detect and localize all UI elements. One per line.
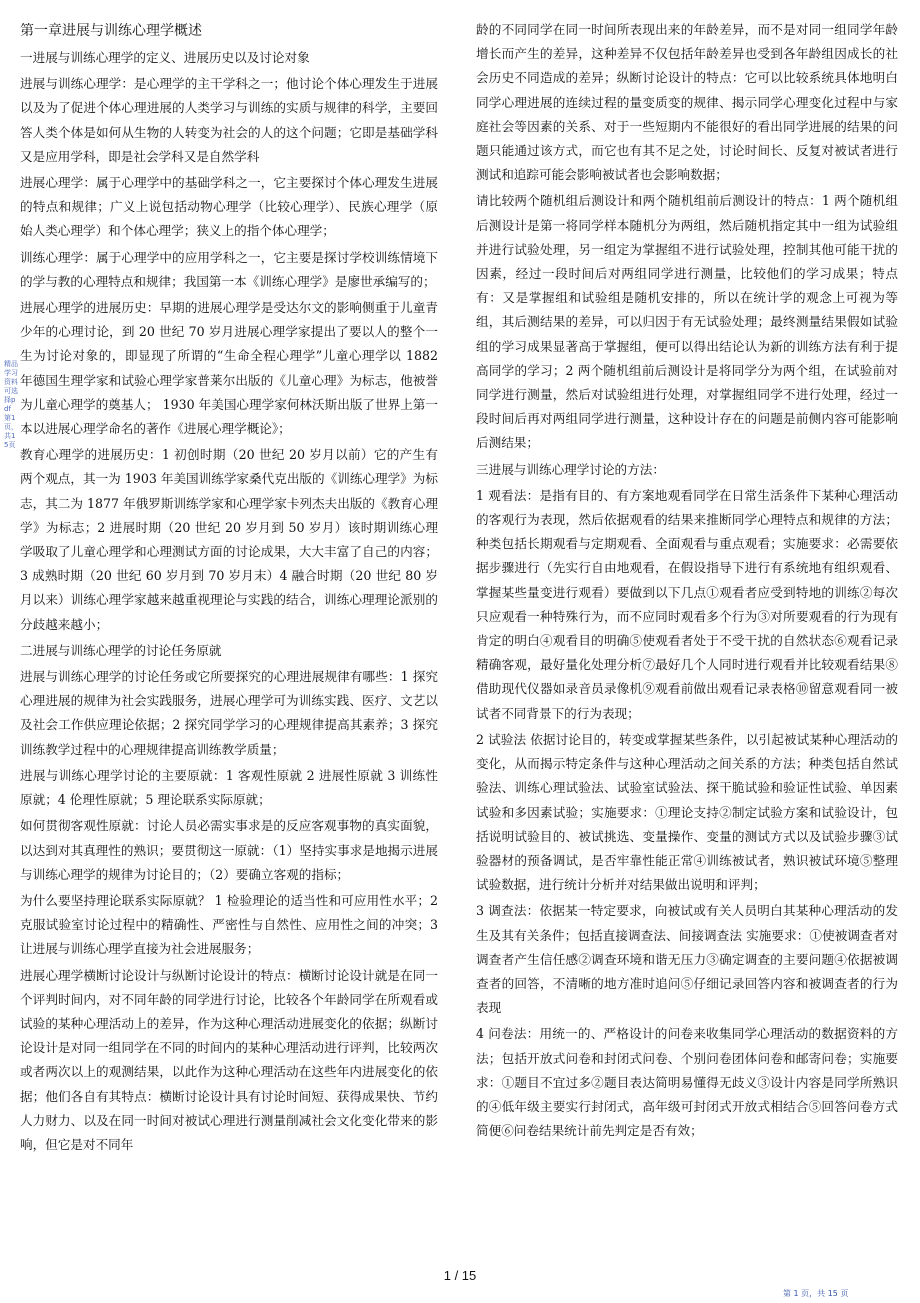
right-column: [476, 18, 898, 1145]
left-paragraph-7: 二进展与训练心理学的讨论任务原就: [20, 642, 222, 658]
right-paragraph-1: 龄的不同同学在同一时间所表现出来的年龄差异，而不是对同一组同学年龄增长而产生的差异，这种差异不仅包括年龄差异也受到各年龄组因成长的社会历史不同造成的差异；纵断讨论设计的特点：它可以比较系统具体地明白同学心理进展的连续过程的量变质变的规律、揭示同学心理变化过程中与家庭社会等因素的关系、对于一些短期内不能很好的看出同学进展的结果的问题只能通过该方式，而它也有其不足之处，讨论时间长、反复对被试者进行测试和追踪可能会影响被试者也会影响数据；: [476, 22, 898, 183]
right-paragraph-3: 三进展与训练心理学讨论的方法：: [476, 461, 665, 477]
left-paragraph-3: 进展心理学：属于心理学中的基础学科之一，它主要探讨个体心理发生进展的特点和规律；广义上说包括动物心理学（比较心理学）、民族心理学（原始人类心理学）和个体心理学；狭义上的指个体心理学；: [20, 175, 438, 239]
right-paragraph-4: 1 观看法：是指有目的、有方案地观看同学在日常生活条件下某种心理活动的客观行为表现，然后依据观看的结果来推断同学心理特点和规律的方法；种类包括长期观看与定期观看、全面观看与重点观看；实施要求：必需要依据步骤进行（先实行自由地观看，在假设指导下进行有系统地有组织观看、掌握某些量变进行观看）要做到以下几点①观看者应受到特地的训练②每次只应观看一种特殊行为，而不应同时观看多个行为③对所要观看的行为现有肯定的明白④观看目的明确⑤使观看者处于不受干扰的自然状态⑥观看记录精确客观，最好量化处理分析⑦最好几个人同时进行观看并比较观看结果⑧借助现代仪器如录音员录像机⑨观看前做出观看记录表格⑩留意观看同一被试者不同背景下的行为表现；: [476, 487, 898, 721]
page-number: 1 / 15: [443, 1268, 477, 1283]
side-watermark: 精品学习资料可选择pdf 第1页，共15页: [4, 360, 18, 449]
left-paragraph-8: 进展与训练心理学的讨论任务或它所要探究的心理进展规律有哪些：1 探究心理进展的规律为社会实践服务，进展心理学可为训练实践、医疗、文艺以及社会工作供应理论依据；2 探究同学学习的心理规律提高其素养；3 探究训练教学过程中的心理规律提高训练教学质量；: [20, 669, 438, 757]
right-paragraph-5: 2 试验法 依据讨论目的，转变或掌握某些条件，以引起被试某种心理活动的变化，从而揭示特定条件与这种心理活动之间关系的方法；种类包括自然试验法、训练心理试验法、试验室试验法、探干脆试验和验证性试验、单因素试验和多因素试验；实施要求：①理论支持②制定试验方案和试验设计，包括说明试验目的、被试挑选、变量操作、变量的测试方式以及试验步骤③试验器材的预备调试，是否牢靠性能正常④训练被试者，熟识被试环境⑤整理试验数据，进行统计分析并对结果做出说明和评判；: [476, 731, 898, 893]
left-paragraph-10: 如何贯彻客观性原就：讨论人员必需实事求是的反应客观事物的真实面貌，以达到对其真理性的熟识；要贯彻这一原就：（1）坚持实事求是地揭示进展与训练心理学的规律为讨论目的；（2）要确立客观的指标；: [20, 818, 438, 882]
left-paragraph-11: 为什么要坚持理论联系实际原就？ 1 检验理论的适当性和可应用性水平；2 克服试验室讨论过程中的精确性、严密性与自然性、应用性之间的冲突；3 让进展与训练心理学直接为社会进展服务；: [20, 892, 438, 957]
left-paragraph-6: 教育心理学的进展历史：1 初创时期（20 世纪 20 岁月以前）它的产生有两个观点，其一为 1903 年美国训练学家桑代克出版的《训练心理学》为标志，其二为 1877 年俄罗斯训练学家和心理学家卡列杰夫出版的《教育心理学》为标志；2 进展时期（20 世纪 20 岁月到 50 岁月）该时期训练心理学吸取了儿童心理学和心理测试方面的讨论成果，大大丰富了自己的内容；3 成熟时期（20 世纪 60 岁月到 70 岁月末）4 融合时期（20 世纪 80 岁月以来）训练心理学家越来越重视理论与实践的结合，训练心理理论派别的分歧越来越小；: [20, 447, 438, 632]
page-info: 第 1 页，共 15 页: [783, 1289, 849, 1298]
left-column: [20, 18, 438, 1159]
right-paragraph-2: 请比较两个随机组后测设计和两个随机组前后测设计的特点：1 两个随机组后测设计是第一将同学样本随机分为两组，然后随机指定其中一组为试验组并进行试验处理，另一组定为掌握组不进行试验处理，控制其他可能干扰的因素，经过一段时间后对两组同学进行测量，比较他们的学习成果；特点有：又是掌握组和试验组是随机安排的，所以在统计学的观念上可视为等组，其后测结果的差异，可以归因于有无试验处理；最终测量结果假如试验组的学习成果显著高于掌握组，便可以得出结论认为新的训练方法有利于提高同学的学习；2 两个随机组前后测设计是将同学分为两个组，在试验前对同学进行测量，然后对试验组进行处理，对掌握组同学不进行处理，经过一段时间后再对两组同学进行测量，这种设计存在的问题是前侧内容可能影响后测结果；: [476, 193, 898, 451]
right-paragraph-7: 4 问卷法：用统一的、严格设计的问卷来收集同学心理活动的数据资料的方法；包括开放式问卷和封闭式问卷、个别问卷团体问卷和邮寄问卷；实施要求：①题目不宜过多②题目表达简明易懂得无歧义③设计内容是同学所熟识的④低年级主要实行封闭式，高年级可封闭式开放式相结合⑤回答问卷方式简便⑥问卷结果统计前先判定是否有效；: [476, 1026, 898, 1139]
right-paragraph-6: 3 调查法：依据某一特定要求，向被试或有关人员明白其某种心理活动的发生及其有关条件；包括直接调查法、间接调查法 实施要求：①使被调查者对调查者产生信任感②调查环境和谐无压力③确定调查的主要问题④依据被调查者的回答，不清晰的地方准时追问⑤仔细记录回答内容和被调查者的行为表现: [476, 903, 898, 1016]
left-paragraph-5: 进展心理学的进展历史：早期的进展心理学是受达尔文的影响侧重于儿童青少年的心理讨论，到 20 世纪 70 岁月进展心理学家提出了要以人的整个一生为讨论对象的，即显现了所谓的“生命全程心理学”儿童心理学以 1882 年德国生理学家和试验心理学家普莱尔出版的《儿童心理》为标志，他被誉为儿童心理学的奠基人； 1930 年美国心理学家何林沃斯出版了世界上第一本以进展心理学命名的著作《进展心理学概论》；: [20, 300, 438, 437]
left-paragraph-9: 进展与训练心理学讨论的主要原就：1 客观性原就 2 进展性原就 3 训练性原就；4 伦理性原就；5 理论联系实际原就；: [20, 767, 438, 808]
left-paragraph-2: 进展与训练心理学：是心理学的主干学科之一；他讨论个体心理发生于进展以及为了促进个体心理进展的人类学习与训练的实质与规律的科学，主要回答人类个体是如何从生物的人转变为社会的人的这个问题；它即是基础学科又是应用学科，即是社会学科又是自然学科: [20, 76, 438, 164]
left-paragraph-4: 训练心理学：属于心理学中的应用学科之一，它主要是探讨学校训练情境下的学与教的心理特点和规律；我国第一本《训练心理学》是廖世承编写的；: [20, 249, 438, 289]
left-paragraph-1: 一进展与训练心理学的定义、进展历史以及讨论对象: [20, 50, 310, 65]
left-paragraph-12: 进展心理学横断讨论设计与纵断讨论设计的特点：横断讨论设计就是在同一个评判时间内，对不同年龄的同学进行讨论，比较各个年龄同学在所观看或试验的某种心理活动上的差异，作为这种心理活动进展变化的依据；纵断讨论设计是对同一组同学在不同的时间内的某种心理活动进行评判，比较两次或者两次以上的观测结果，以此作为这种心理活动在这些年内进展变化的依据；他们各自有其特点：横断讨论设计具有讨论时间短、获得成果快、节约人力财力、以及在同一时间对被试心理进行测量削减社会文化变化带来的影响，但它是对不同年: [20, 967, 438, 1152]
chapter-title: 第一章进展与训练心理学概述: [20, 23, 202, 39]
